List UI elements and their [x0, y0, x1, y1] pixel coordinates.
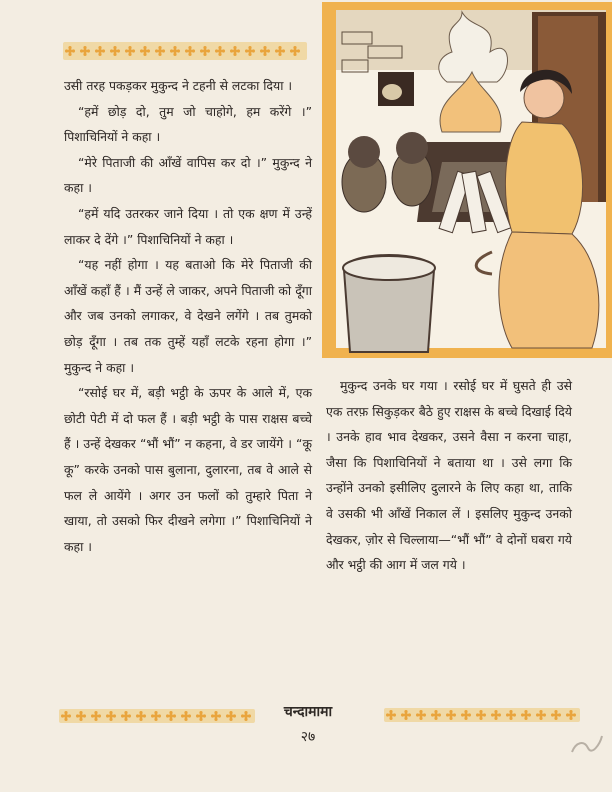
flower-ornament-icon: [243, 43, 257, 59]
flower-ornament-icon: [89, 709, 103, 723]
flower-ornament-icon: [93, 43, 107, 59]
illustration-kitchen-scene-icon: [322, 2, 612, 358]
flower-ornament-icon: [474, 708, 488, 722]
left-paragraph: “रसोई घर में, बड़ी भट्ठी के ऊपर के आले में, एक छोटी पेटी में दो फल हैं । बड़ी भट्ठी के पास राक्षस बच्चे हैं । उन्हें देखकर “भौं भौं” न कहना, वे डर जायेंगे । “कू कू” करके उनको पास बुलाना, दुलारना, तब वे आले से फल ले आयेंगे । अगर उन फलों को तुम्हारे पिता ने खाया, तो उसको फिर दीखने लगेगा ।” पिशाचिनियों ने कहा ।: [64, 385, 312, 554]
flower-ornament-icon: [399, 708, 413, 722]
right-column: [326, 373, 572, 578]
flower-ornament-icon: [239, 709, 253, 723]
flower-ornament-icon: [534, 708, 548, 722]
flower-ornament-icon: [414, 708, 428, 722]
flower-ornament-icon: [444, 708, 458, 722]
flower-ornament-icon: [123, 43, 137, 59]
flower-ornament-icon: [258, 43, 272, 59]
flower-ornament-icon: [134, 709, 148, 723]
left-paragraph: “यह नहीं होगा । यह बताओ कि मेरे पिताजी की आँखें कहाँ हैं । मैं उन्हें ले जाकर, अपने पिताजी को दूँगा और जब उनको लगाकर, वे देखने लगेंगे । तब तुमको छोड़ दूँगा । तब तक तुम्हें यहाँ लटके रहना होगा ।” मुकुन्द ने कहा ।: [64, 257, 312, 375]
flower-ornament-icon: [104, 709, 118, 723]
flower-ornament-icon: [74, 709, 88, 723]
magazine-title: चन्दामामा: [283, 704, 333, 720]
flower-ornament-icon: [489, 708, 503, 722]
flower-ornament-icon: [153, 43, 167, 59]
flower-ornament-icon: [519, 708, 533, 722]
flower-ornament-icon: [59, 709, 73, 723]
flower-ornament-icon: [224, 709, 238, 723]
flower-ornament-icon: [138, 43, 152, 59]
left-column: [64, 73, 312, 559]
left-paragraph: “हमें छोड़ दो, तुम जो चाहोगे, हम करेंगे ।” पिशाचिनियों ने कहा ।: [64, 103, 312, 145]
left-paragraph: उसी तरह पकड़कर मुकुन्द ने टहनी से लटका दिया ।: [64, 78, 293, 93]
page-number: २७: [300, 729, 316, 745]
pen-scribble-icon: [566, 722, 606, 762]
flower-ornament-icon: [459, 708, 473, 722]
flower-ornament-icon: [119, 709, 133, 723]
flower-ornament-icon: [549, 708, 563, 722]
flower-ornament-icon: [384, 708, 398, 722]
flower-ornament-icon: [228, 43, 242, 59]
flower-ornament-icon: [63, 43, 77, 59]
flower-ornament-icon: [179, 709, 193, 723]
flower-ornament-icon: [164, 709, 178, 723]
flower-ornament-icon: [183, 43, 197, 59]
flower-ornament-icon: [429, 708, 443, 722]
flower-ornament-icon: [504, 708, 518, 722]
flower-ornament-icon: [198, 43, 212, 59]
top-ornament: [63, 42, 307, 60]
footer-ornament-right: [384, 708, 580, 722]
flower-ornament-icon: [168, 43, 182, 59]
flower-ornament-icon: [288, 43, 302, 59]
flower-ornament-icon: [194, 709, 208, 723]
flower-ornament-icon: [273, 43, 287, 59]
left-paragraph: “मेरे पिताजी की आँखें वापिस कर दो ।” मुकुन्द ने कहा ।: [64, 154, 312, 196]
flower-ornament-icon: [108, 43, 122, 59]
flower-ornament-icon: [209, 709, 223, 723]
flower-ornament-icon: [213, 43, 227, 59]
left-paragraph: “हमें यदि उतरकर जाने दिया । तो एक क्षण में उन्हें लाकर दे देंगे ।” पिशाचिनियों ने कहा ।: [64, 205, 312, 247]
right-paragraph: मुकुन्द उनके घर गया । रसोई घर में घुसते ही उसे एक तरफ़ सिकुड़कर बैठे हुए राक्षस के बच्चे दिखाई दिये । उनके हाव भाव देखकर, उसने वैसा न करना चाहा, जैसा कि पिशाचिनियों ने बताया था । उसे लगा कि उन्होंने उनको इसीलिए दुलारने के लिए कहा था, ताकि वे उसकी भी आँखें निकाल लें । इसलिए मुकुन्द उनको देखकर, ज़ोर से चिल्लाया—“भौं भौं” वे दोनों घबरा गये और भट्ठी की आग में जल गये ।: [326, 378, 572, 573]
footer-ornament-left: [59, 709, 255, 723]
flower-ornament-icon: [564, 708, 578, 722]
flower-ornament-icon: [78, 43, 92, 59]
flower-ornament-icon: [149, 709, 163, 723]
